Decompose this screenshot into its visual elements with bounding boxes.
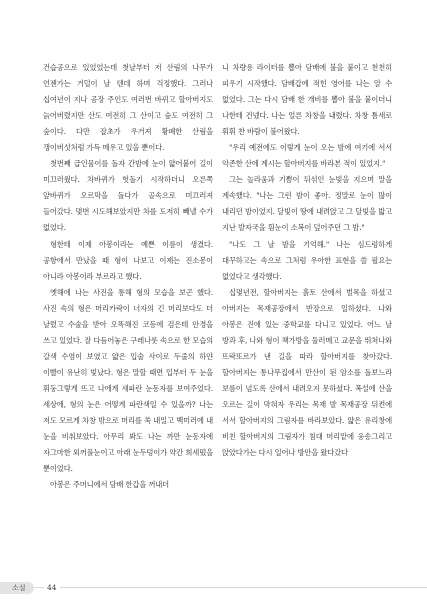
footer-rule [34, 587, 427, 588]
paragraph: 그는 놀라움과 기쁨이 뒤섞인 눈빛을 지으며 말을 계속했다. "나는 그런 밤이 좋아. 정말로 눈이 많이 내리던 밤이었지. 달빛이 땅에 내려앉고 그 달빛을 밟고 지난 발자국을 흰눈이 소복이 덮어주던 그 밤." [222, 175, 392, 233]
paragraph: 니 차량용 라이터를 뽑아 담배에 불을 붙이고 천천히 피우기 시작했다. 담배갑에 적힌 영어를 나는 알 수 없었다. 그는 다시 담배 한 개비를 뽑아 불을 붙이더니 나한테 건넸다. 나는 얼른 차창을 내렸다. 차창 틈새로 휘휘 찬 바람이 불어왔다. [222, 63, 392, 137]
section-label: 소설 [12, 584, 26, 592]
paragraph: 첫번째 급인물이를 돌자 간밤에 눈이 얇어붙어 길이 미끄러웠다. 차바퀴가 헛돌기 시작하더니 오른쪽 앞바퀴가 오르막을 돌다가 골속으로 미끄러져 들어갔다. 몇번 시도해보았지만 차를 도저히 빼낼 수가 없었다. [43, 159, 213, 233]
paragraph: 아봉은 주머니에서 담배 한갑을 꺼내더 [50, 480, 170, 490]
paragraph: "우리 예전에도 이렇게 눈이 오는 밤에 여기에 서서 악존한 산에 계시는 할아버지를 바라본 적이 있었지." [222, 143, 392, 169]
left-text-column [43, 60, 213, 493]
paragraph: 십몇년전, 할아버지는 흙토 산에서 벌목을 하셨고 아버지는 목재공장에서 반장으로 일하셨다. 나와 아봉은 진에 있는 중학교를 다니고 있었다. 어느 날 방과 후, 나와 형이 책가방을 둘러메고 교문을 뛰쳐나와 뜨락또르가 낸 길을 따라 할아버지를 찾아갔다. 할아버지는 통나무집에서 만산이 된 암소를 돌보느라 보름이 넘도록 산에서 내려오지 못하셨다. 폭설에 산을 오르는 길이 막혀자 우리는 목재 발 목재공장 뒤켠에 서서 할아버지의 그림자를 바라보았다. 얇은 유리창에 비친 할아버지의 그림자가 침대 머리맡에 웅송그리고 앉았다가는 다시 일어나 방안을 왔다갔다 [222, 287, 392, 458]
page-number: 44 [44, 583, 60, 593]
page-footer [0, 582, 427, 601]
right-text-column [222, 60, 392, 461]
paragraph: 형한테 이제 아봉이라는 예쁜 이름이 생겼다. 공항에서 만났을 때 형이 나보고 이제는 진소봉이 아니라 아봉이라 부르라고 했다. [43, 239, 213, 281]
paragraph: 옛해에 나는 사진을 통해 형의 모습을 보곤 했다. 사진 속의 형은 머리카락이 너자의 긴 머리보다도 더 날렸고 수술을 받아 오똑해진 코등에 검은테 안경을 쓰고 있었다. 잘 다듬어놓은 구레나룻 속으로 한 모습의 갈색 수염이 보였고 얇은 입술 사이로 두줄의 하얀 이빨이 유난히 빛났다. 형은 말할 때면 입부터 두 눈을 휘둥그렇게 뜨고 나에게 새파란 눈동자를 보여주었다. 세상에, 형의 눈은 어떻게 파란색일 수 있을까? 나는 저도 모르게 차창 밖으로 머리를 쑥 내밀고 백미러에 내 눈을 비춰보았다. 아무리 봐도 나는 까만 눈동자에 자그마한 외꺼풀눈이고 아래 눈두덩이가 약간 희세떴을 뿐이었다. [43, 287, 213, 474]
paragraph: "나도 그 날 밤을 기억해." 나는 심드렁하게 대꾸하고는 속으로 그처럼 우아한 표현을 쓸 필요는 없었다고 생각했다. [222, 239, 392, 281]
paragraph: 건습공으로 있었었는데 첫날부터 저 산림의 나무가 언젠가는 거덜이 날 텐데 하며 걱정했다. 그러나 십여년이 지나 공장 주인도 여러번 바뀌고 할아버지도 늙어버렸지만 산도 여전히 그 산이고 숲도 여전히 그 숲이다. 다만 잡초가 우거져 황폐한 산림을 갱이버섯처럼 가득 메우고 있을 뿐이다. [43, 63, 213, 153]
